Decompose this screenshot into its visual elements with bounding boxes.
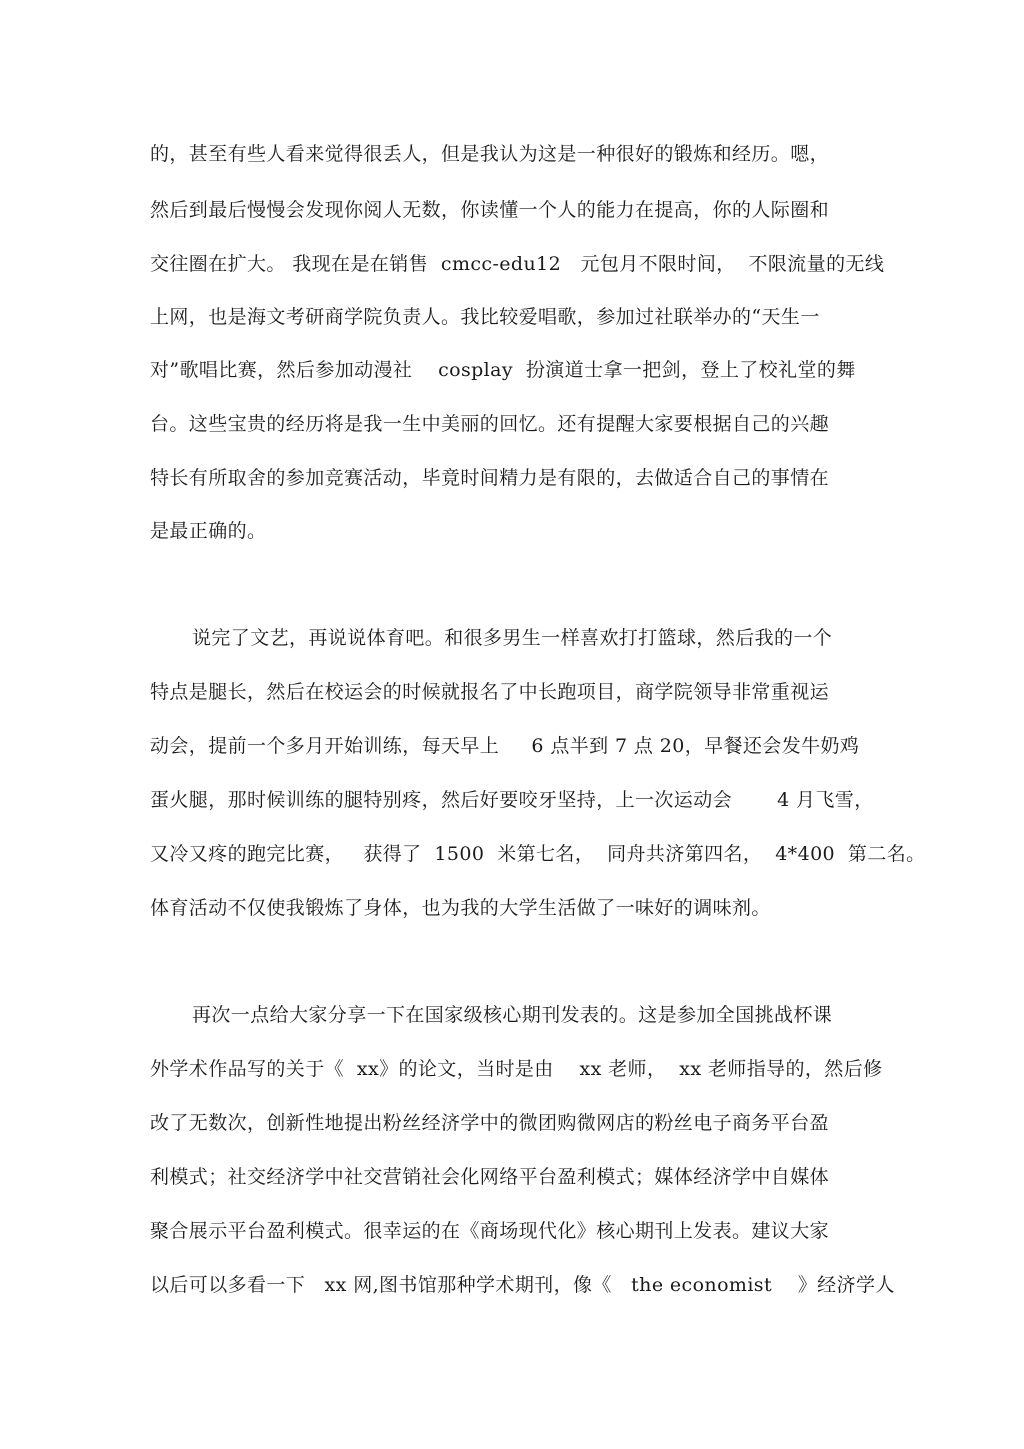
text-line: 对”歌唱比赛，然后参加动漫社 cosplay 扮演道士拿一把剑，登上了校礼堂的舞 <box>150 359 856 381</box>
text-line: 特点是腿长，然后在校运会的时候就报名了中长跑项目，商学院领导非常重视运 <box>150 681 830 703</box>
text-line: 外学术作品写的关于《 xx》的论文，当时是由 xx 老师， xx 老师指导的，然后修 <box>150 1058 883 1080</box>
text-line: 是最正确的。 <box>150 520 267 542</box>
text-line: 利模式；社交经济学中社交营销社会化网络平台盈利模式；媒体经济学中自媒体 <box>150 1166 830 1188</box>
text-line: 改了无数次，创新性地提出粉丝经济学中的微团购微网店的粉丝电子商务平台盈 <box>150 1112 830 1134</box>
text-line: 动会，提前一个多月开始训练，每天早上 6 点半到 7 点 20，早餐还会发牛奶鸡 <box>150 735 860 757</box>
text-line: 说完了文艺，再说说体育吧。和很多男生一样喜欢打打篮球，然后我的一个 <box>192 627 833 649</box>
text-line: 又冷又疼的跑完比赛， 获得了 1500 米第七名， 同舟共济第四名， 4*400 第二名。 <box>150 843 926 865</box>
text-line: 的，甚至有些人看来觉得很丢人，但是我认为这是一种很好的锻炼和经历。嗯， <box>150 143 830 165</box>
text-line: 然后到最后慢慢会发现你阅人无数，你读懂一个人的能力在提高，你的人际圈和 <box>150 199 830 221</box>
text-line: 台。这些宝贵的经历将是我一生中美丽的回忆。还有提醒大家要根据自己的兴趣 <box>150 413 830 435</box>
text-line: 蛋火腿，那时候训练的腿特别疼，然后好要咬牙坚持，上一次运动会 4 月飞雪， <box>150 789 874 811</box>
text-line: 以后可以多看一下 xx 网,图书馆那种学术期刊，像《 the economist 》经济学人 <box>150 1274 895 1296</box>
text-line: 聚合展示平台盈利模式。很幸运的在《商场现代化》核心期刊上发表。建议大家 <box>150 1220 830 1242</box>
text-line: 特长有所取舍的参加竞赛活动，毕竟时间精力是有限的，去做适合自己的事情在 <box>150 467 830 489</box>
text-line: 交往圈在扩大。 我现在是在销售 cmcc-edu12 元包月不限时间， 不限流量的无线 <box>150 253 885 275</box>
text-line: 体育活动不仅使我锻炼了身体，也为我的大学生活做了一味好的调味剂。 <box>150 897 771 919</box>
text-line: 上网，也是海文考研商学院负责人。我比较爱唱歌，参加过社联举办的“天生一 <box>150 306 820 328</box>
text-line: 再次一点给大家分享一下在国家级核心期刊发表的。这是参加全国挑战杯课 <box>192 1004 833 1026</box>
